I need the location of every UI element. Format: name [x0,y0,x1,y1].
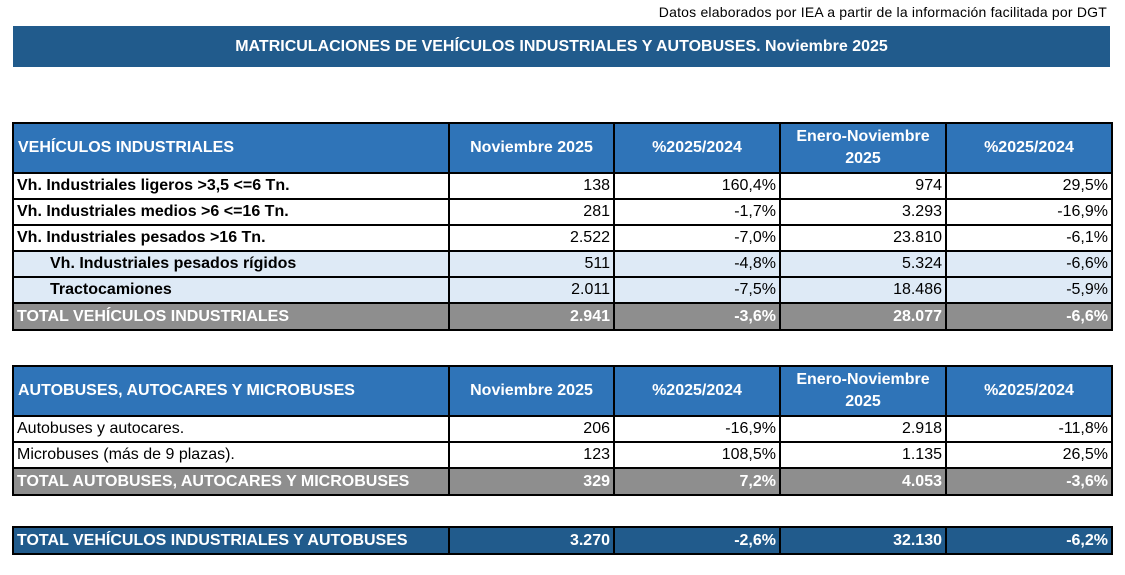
header-ytd: Enero-Noviembre 2025 [780,123,946,173]
header-month: Noviembre 2025 [449,123,614,173]
cell-ytd-change: -16,9% [946,199,1112,225]
buses-table [12,365,1113,496]
header-category: VEHÍCULOS INDUSTRIALES [13,123,449,173]
cell-ytd: 3.293 [780,199,946,225]
cell-month-change: -1,7% [614,199,780,225]
cell-month-change: -7,5% [614,277,780,303]
row-label: Vh. Industriales pesados rígidos [13,251,449,277]
grand-total-ytd-change: -6,2% [946,527,1112,554]
cell-ytd-change: 26,5% [946,442,1112,468]
grand-total-row [13,527,1112,554]
header-month-change: %2025/2024 [614,366,780,416]
table-row [13,442,1112,468]
cell-ytd: 23.810 [780,225,946,251]
total-row [13,303,1112,330]
table-header-row [13,123,1112,173]
cell-ytd-change: -6,1% [946,225,1112,251]
cell-month: 511 [449,251,614,277]
total-ytd-change: -6,6% [946,303,1112,330]
cell-month: 2.011 [449,277,614,303]
cell-ytd: 5.324 [780,251,946,277]
total-label: TOTAL VEHÍCULOS INDUSTRIALES [13,303,449,330]
total-month: 329 [449,468,614,495]
total-ytd: 28.077 [780,303,946,330]
cell-month-change: 160,4% [614,173,780,199]
cell-ytd-change: -11,8% [946,416,1112,442]
source-note: Datos elaborados por IEA a partir de la información facilitada por DGT [658,4,1107,20]
row-label: Vh. Industriales pesados >16 Tn. [13,225,449,251]
row-label: Tractocamiones [13,277,449,303]
table-row [13,199,1112,225]
total-label: TOTAL AUTOBUSES, AUTOCARES Y MICROBUSES [13,468,449,495]
header-category: AUTOBUSES, AUTOCARES Y MICROBUSES [13,366,449,416]
table-header-row [13,366,1112,416]
header-ytd-change: %2025/2024 [946,366,1112,416]
header-month: Noviembre 2025 [449,366,614,416]
industrial-vehicles-table [12,122,1113,331]
row-label: Vh. Industriales ligeros >3,5 <=6 Tn. [13,173,449,199]
table-row [13,277,1112,303]
page-title: MATRICULACIONES DE VEHÍCULOS INDUSTRIALES Y AUTOBUSES. Noviembre 2025 [13,26,1110,67]
cell-ytd: 1.135 [780,442,946,468]
total-month-change: -3,6% [614,303,780,330]
cell-month: 281 [449,199,614,225]
cell-month: 2.522 [449,225,614,251]
cell-month: 123 [449,442,614,468]
table-row [13,225,1112,251]
cell-ytd-change: -6,6% [946,251,1112,277]
cell-ytd-change: -5,9% [946,277,1112,303]
total-row [13,468,1112,495]
total-month: 2.941 [449,303,614,330]
header-month-change: %2025/2024 [614,123,780,173]
cell-month-change: -4,8% [614,251,780,277]
grand-total-label: TOTAL VEHÍCULOS INDUSTRIALES Y AUTOBUSES [13,527,449,554]
total-ytd-change: -3,6% [946,468,1112,495]
table-row [13,173,1112,199]
cell-month: 138 [449,173,614,199]
table-row [13,416,1112,442]
cell-month-change: -7,0% [614,225,780,251]
grand-total-ytd: 32.130 [780,527,946,554]
header-ytd: Enero-Noviembre 2025 [780,366,946,416]
grand-total-month-change: -2,6% [614,527,780,554]
total-month-change: 7,2% [614,468,780,495]
cell-ytd: 2.918 [780,416,946,442]
header-ytd-change: %2025/2024 [946,123,1112,173]
row-label: Microbuses (más de 9 plazas). [13,442,449,468]
total-ytd: 4.053 [780,468,946,495]
row-label: Autobuses y autocares. [13,416,449,442]
cell-ytd: 974 [780,173,946,199]
grand-total-table [12,526,1113,555]
cell-month-change: 108,5% [614,442,780,468]
cell-ytd-change: 29,5% [946,173,1112,199]
cell-month: 206 [449,416,614,442]
cell-month-change: -16,9% [614,416,780,442]
table-row [13,251,1112,277]
row-label: Vh. Industriales medios >6 <=16 Tn. [13,199,449,225]
grand-total-month: 3.270 [449,527,614,554]
cell-ytd: 18.486 [780,277,946,303]
